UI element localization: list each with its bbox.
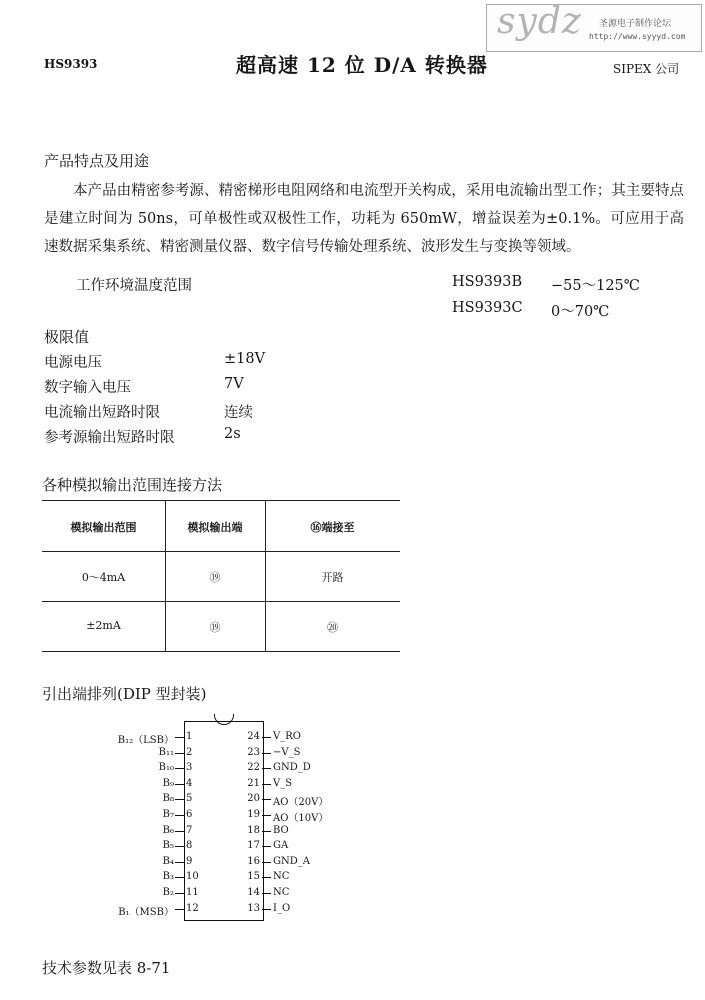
pin-label-right: GND_D: [273, 762, 311, 774]
pin-number-right: 24: [247, 731, 260, 742]
pin-label-left: B₁（MSB）: [118, 906, 174, 918]
pin-label-right: −V_S: [273, 746, 301, 758]
pin-number-left: 4: [186, 777, 193, 789]
limit-name: 数字输入电压: [44, 380, 131, 396]
pin-label-right: GND_A: [273, 855, 310, 867]
limit-name: 电流输出短路时限: [44, 405, 160, 421]
pin-lead-right: [262, 737, 271, 738]
pin-number-left: 7: [186, 824, 193, 836]
pin-number-left: 1: [186, 731, 193, 742]
pin-number-left: 3: [186, 762, 193, 774]
pin-number-right: 18: [247, 824, 260, 836]
pin-lead-right: [262, 815, 271, 816]
pin-label-left: B₄: [162, 855, 174, 867]
pin-label-left: B₁₀: [158, 762, 174, 774]
temperature-model: HS9393C: [452, 300, 523, 316]
table-row-divider: [42, 601, 400, 602]
pin-lead-left: [175, 753, 184, 754]
pin-label-left: B₃: [162, 871, 174, 883]
limit-value: 2s: [224, 426, 241, 442]
pin-label-right: BO: [273, 824, 289, 836]
table-cell: 开路: [321, 571, 344, 584]
pin-number-left: 11: [186, 887, 199, 898]
pinout-heading: 引出端排列(DIP 型封装): [42, 685, 207, 703]
limit-value: 连续: [224, 405, 253, 421]
pin-label-right: V_S: [273, 777, 293, 789]
pin-number-right: 14: [247, 887, 260, 898]
pin-label-right: NC: [273, 887, 290, 898]
pin-lead-left: [175, 862, 184, 863]
pin-label-right: GA: [273, 840, 289, 852]
pin-label-left: B₁₁: [158, 746, 174, 758]
table-header-cell: 模拟输出端: [187, 521, 243, 534]
pin-lead-right: [262, 877, 271, 878]
output-range-table: [42, 500, 400, 652]
pin-number-right: 21: [247, 777, 260, 789]
pin-label-left: B₂: [162, 887, 174, 898]
pin-lead-left: [175, 815, 184, 816]
pin-label-right: I_O: [273, 902, 291, 914]
pin-label-right: AO（20V）: [273, 797, 329, 809]
pin-number-left: 12: [186, 902, 199, 914]
limit-name: 电源电压: [44, 355, 102, 371]
table-row-divider: [42, 551, 400, 552]
pin-lead-left: [175, 893, 184, 894]
pin-lead-right: [262, 846, 271, 847]
pin-lead-left: [175, 768, 184, 769]
pin-lead-left: [175, 799, 184, 800]
pin-lead-right: [262, 893, 271, 894]
table-header-cell: ⑯端接至: [310, 521, 355, 534]
pin-lead-left: [175, 784, 184, 785]
pin-number-right: 15: [247, 871, 260, 883]
pin-lead-left: [175, 877, 184, 878]
pin-number-right: 19: [247, 809, 260, 820]
pin-label-right: NC: [273, 871, 290, 883]
watermark-logo-text: sydz: [497, 1, 582, 42]
table-cell: ⑳: [327, 621, 338, 634]
pin-lead-left: [175, 737, 184, 738]
limit-value: 7V: [224, 376, 244, 392]
pin-label-right: V_RO: [273, 731, 301, 742]
pin-number-left: 10: [186, 871, 199, 883]
pin-lead-right: [262, 753, 271, 754]
pin-number-left: 6: [186, 809, 193, 820]
table-cell: ⑲: [209, 571, 221, 584]
pin-lead-left: [175, 909, 184, 910]
footer-note: 技术参数见表 8-71: [42, 959, 171, 977]
table-cell: ⑲: [209, 621, 221, 634]
pin-lead-right: [262, 799, 271, 800]
pin-label-right: AO（10V）: [273, 813, 329, 824]
temperature-range: −55～125℃: [551, 278, 640, 294]
pin-lead-right: [262, 784, 271, 785]
features-paragraph: [44, 177, 684, 261]
pin-lead-right: [262, 831, 271, 832]
limit-name: 参考源输出短路时限: [44, 430, 175, 446]
pin-lead-left: [175, 831, 184, 832]
pin-label-left: B₅: [162, 840, 174, 852]
features-heading: 产品特点及用途: [44, 152, 150, 170]
table-cell: ±2mA: [86, 619, 121, 632]
pin-number-left: 9: [186, 855, 193, 867]
output-table-heading: 各种模拟输出范围连接方法: [42, 476, 223, 494]
pin-number-right: 17: [247, 840, 260, 852]
limits-heading: 极限值: [44, 328, 90, 346]
pin-number-left: 2: [186, 746, 193, 758]
limit-value: ±18V: [224, 351, 266, 367]
pin-lead-right: [262, 768, 271, 769]
pin-label-left: B₉: [162, 777, 174, 789]
pin-number-right: 20: [247, 793, 260, 805]
pin-number-right: 23: [247, 746, 260, 758]
watermark-url: http://www.syyyd.com: [589, 32, 686, 41]
table-cell: 0～4mA: [81, 571, 126, 584]
pin-label-left: B₈: [162, 793, 174, 805]
pin-number-left: 5: [186, 793, 193, 805]
pin-number-right: 13: [247, 902, 260, 914]
temperature-range: 0～70℃: [551, 304, 610, 320]
temperature-label: 工作环境温度范围: [76, 278, 192, 294]
pin-label-left: B₁₂（LSB）: [117, 735, 174, 746]
table-header-cell: 模拟输出范围: [70, 521, 137, 534]
company-name: SIPEX 公司: [613, 62, 680, 76]
pin-number-right: 16: [247, 855, 260, 867]
page-title: 超高速 12 位 D/A 转换器: [236, 53, 488, 77]
pin-label-left: B₆: [162, 824, 174, 836]
pin-label-left: B₇: [162, 809, 174, 820]
pin-number-right: 22: [247, 762, 260, 774]
watermark-site-name: 圣源电子制作论坛: [599, 19, 672, 29]
pin-lead-right: [262, 862, 271, 863]
pin-lead-left: [175, 846, 184, 847]
pin-number-left: 8: [186, 840, 193, 852]
part-number: HS9393: [44, 57, 98, 71]
features-body: 本产品由精密参考源、精密梯形电阻网络和电流型开关构成，采用电流输出型工作；其主要特点是建立时间为 50ns，可单极性或双极性工作，功耗为 650mW，增益误差为±0.1%。可应用于高速数据采集系统、精密测量仪器、数字信号传输处理系统、波形发生与变换等领域。: [44, 183, 684, 255]
pin-lead-right: [262, 909, 271, 910]
watermark-logo: [486, 1, 702, 52]
temperature-model: HS9393B: [452, 274, 523, 290]
